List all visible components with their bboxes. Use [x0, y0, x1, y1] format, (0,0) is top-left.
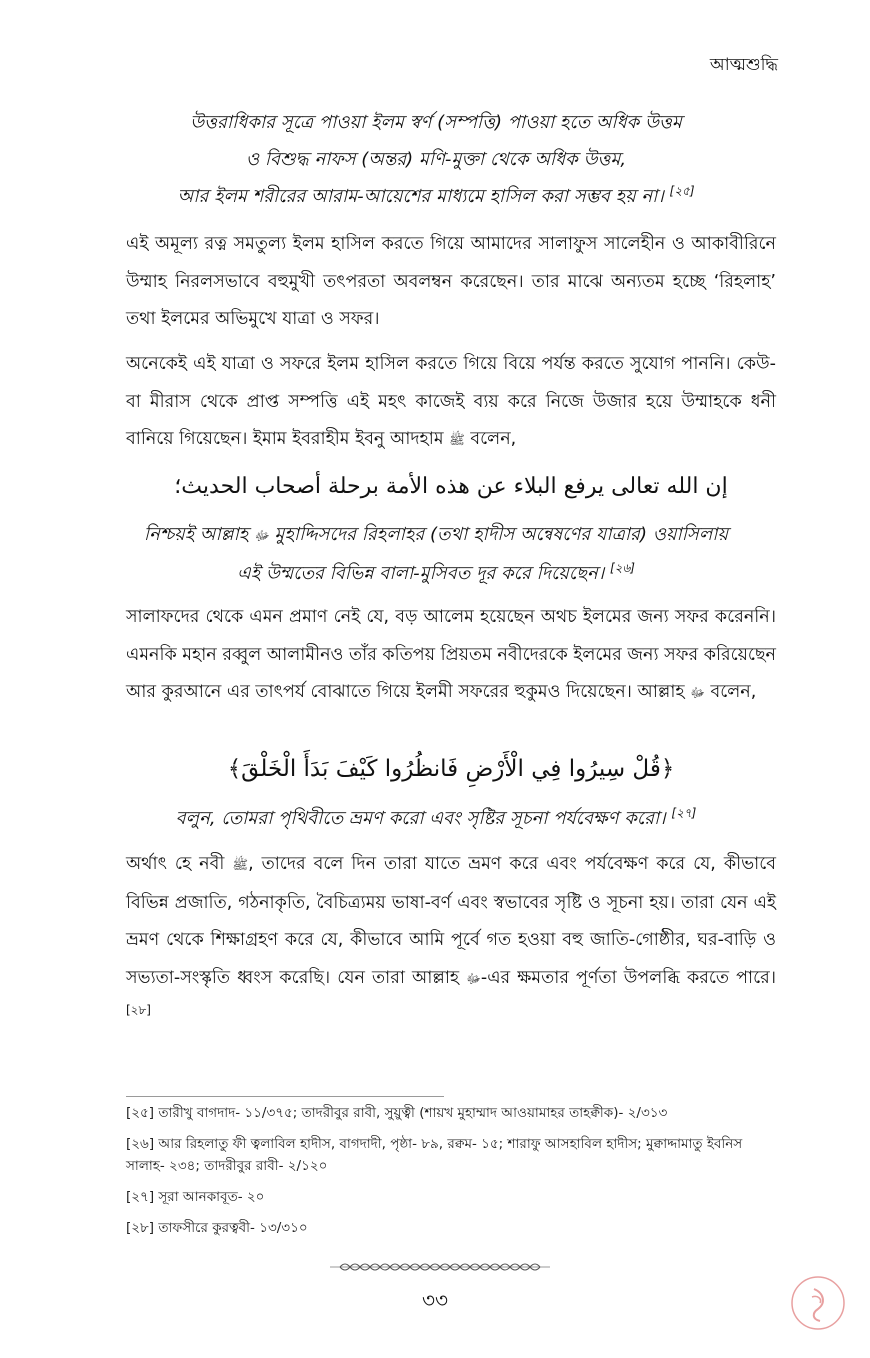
paragraph-text: -এর ক্ষমতার পূর্ণতা উপলব্ধি করতে পারে। — [480, 967, 776, 988]
footnote-item: [২৬] আর রিহলাতু ফী ত্বলাবিল হাদীস, বাগদাদী, পৃষ্ঠা- ৮৯, রক্বম- ১৫; শারাফু আসহাবিল হাদীস; মুক্বাদ্দামাতু ইবনিস সালাহ- ২৩৪; তাদরীবুর রাবী- ২/১২০ — [126, 1136, 743, 1174]
quote-line-text: আর ইলম শরীরের আরাম-আয়েশের মাধ্যমে হাসিল করা সম্ভব হয় না। — [177, 186, 664, 207]
ornament-divider-icon — [330, 1260, 550, 1274]
paragraph-text: অনেকেই এই যাত্রা ও সফরে ইলম হাসিল করতে গিয়ে বিয়ে পর্যন্ত করতে সুযোগ পাননি। কেউ-বা মীরাস থেকে প্রাপ্ত সম্পত্তি এই মহৎ কাজেই ব্যয় করে নিজে উজার হয়ে উম্মাহকে ধনী বানিয়ে গিয়েছেন। ইমাম ইবরাহীম ইবনু আদহাম — [126, 354, 776, 449]
quote-block-1 — [100, 104, 772, 215]
arabic-quote-1: إن الله تعالى يرفع البلاء عن هذه الأمة برحلة أصحاب الحديث؛ — [174, 474, 728, 499]
footnote-marker[interactable]: [২৭] — [671, 806, 697, 820]
footnote-item: [২৮] তাফসীরে কুরত্ববী- ১৩/৩১০ — [126, 1220, 308, 1236]
footnote-item: [২৭] সূরা আনকাবূত- ২০ — [126, 1189, 265, 1205]
paragraph-4 — [126, 846, 776, 1036]
publisher-logo-icon — [790, 1275, 846, 1331]
quote-line — [100, 555, 772, 592]
paragraph-2 — [126, 346, 776, 460]
quote-block-2 — [100, 516, 772, 592]
running-head: আত্মশুদ্ধি — [709, 55, 778, 75]
footnote-divider — [126, 1096, 444, 1097]
quote-line: উত্তরাধিকার সূত্রে পাওয়া ইলম স্বর্ণ (সম্পত্তি) পাওয়া হতে অধিক উত্তম — [190, 112, 682, 133]
quote-line-text: বলুন, তোমরা পৃথিবীতে ভ্রমণ করো এবং সৃষ্টির সূচনা পর্যবেক্ষণ করো। — [175, 808, 666, 829]
paragraph-text: অর্থাৎ হে নবী — [126, 854, 225, 874]
quote-line — [100, 516, 772, 555]
quote-line-text: এই উম্মতের বিভিন্ন বালা-মুসিবত দূর করে দিয়েছেন। — [237, 563, 605, 584]
footnote-marker[interactable]: [২৫] — [669, 184, 695, 198]
quote-line-text: নিশ্চয়ই আল্লাহ — [143, 524, 249, 545]
quote-line-text: মুহাদ্দিসদের রিহলাহর (তথা হাদীস অন্বেষণের যাত্রার) ওয়াসিলায় — [268, 524, 729, 545]
paragraph-text: , তাদের বলে দিন তারা যাতে ভ্রমণ করে এবং পর্যবেক্ষণ করে যে, কীভাবে বিভিন্ন প্রজাতি, গঠনাকৃতি, বৈচিত্র্যময় ভাষা-বর্ণ এবং স্বভাবের সৃষ্টি ও সূচনা হয়। তারা যেন এই ভ্রমণ থেকে শিক্ষাগ্রহণ করে যে, কীভাবে আমি পূর্বে গত হওয়া বহু জাতি-গোষ্ঠীর, ঘর-বাড়ি ও সভ্যতা-সংস্কৃতি ধ্বংস করেছি। যেন তারা আল্লাহ — [126, 854, 776, 988]
quran-verse: ﴿قُلْ سِيرُوا فِي الْأَرْضِ فَانظُرُوا كَيْفَ بَدَأَ الْخَلْقَ﴾ — [227, 756, 675, 782]
paragraph-1: এই অমূল্য রত্ন সমতুল্য ইলম হাসিল করতে গিয়ে আমাদের সালাফুস সালেহীন ও আকাবীরিনে উম্মাহ নিরলসভাবে বহুমুখী তৎপরতা অবলম্বন করেছেন। তার মাঝে অন্যতম হচ্ছে ‘রিহলাহ’ তথা ইলমের অভিমুখে যাত্রা ও সফর। — [126, 234, 776, 329]
footnote-marker[interactable]: [২৬] — [609, 561, 635, 575]
page-number: ৩৩ — [421, 1288, 448, 1312]
footnote-item: [২৫] তারীখু বাগদাদ- ১১/৩৭৫; তাদরীবুর রাবী, সুয়ুত্বী (শায়খ মুহাম্মাদ আওয়ামাহর তাহক্বীক)- ২/৩১৩ — [126, 1105, 668, 1121]
paragraph-text: সালাফদের থেকে এমন প্রমাণ নেই যে, বড় আলেম হয়েছেন অথচ ইলমের জন্য সফর করেননি। এমনকি মহান রব্বুল আলামীনও তাঁর কতিপয় প্রিয়তম নবীদেরকে ইলমের জন্য সফর করিয়েছেন আর কুরআনে এর তাৎপর্য বোঝাতে গিয়ে ইলমী সফরের হুকুমও দিয়েছেন। আল্লাহ — [126, 607, 776, 702]
honorific-icon: ﷺ — [449, 433, 465, 448]
quote-block-3 — [100, 800, 772, 837]
paragraph-tail: বলেন, — [704, 682, 757, 702]
quote-line: ও বিশুদ্ধ নাফস (অন্তর) মণি-মুক্তা থেকে অধিক উত্তম, — [245, 149, 627, 170]
honorific-icon: ﷻ — [690, 686, 705, 701]
quote-line — [100, 178, 772, 215]
honorific-icon: ﷻ — [254, 529, 269, 544]
footnotes — [126, 1102, 776, 1248]
paragraph-tail: বলেন, — [464, 429, 517, 449]
paragraph-3 — [126, 599, 776, 713]
honorific-icon: ﷺ — [232, 858, 249, 873]
honorific-icon: ﷻ — [466, 971, 481, 987]
quote-line — [100, 800, 772, 837]
footnote-marker[interactable]: [২৮] — [126, 1003, 151, 1018]
